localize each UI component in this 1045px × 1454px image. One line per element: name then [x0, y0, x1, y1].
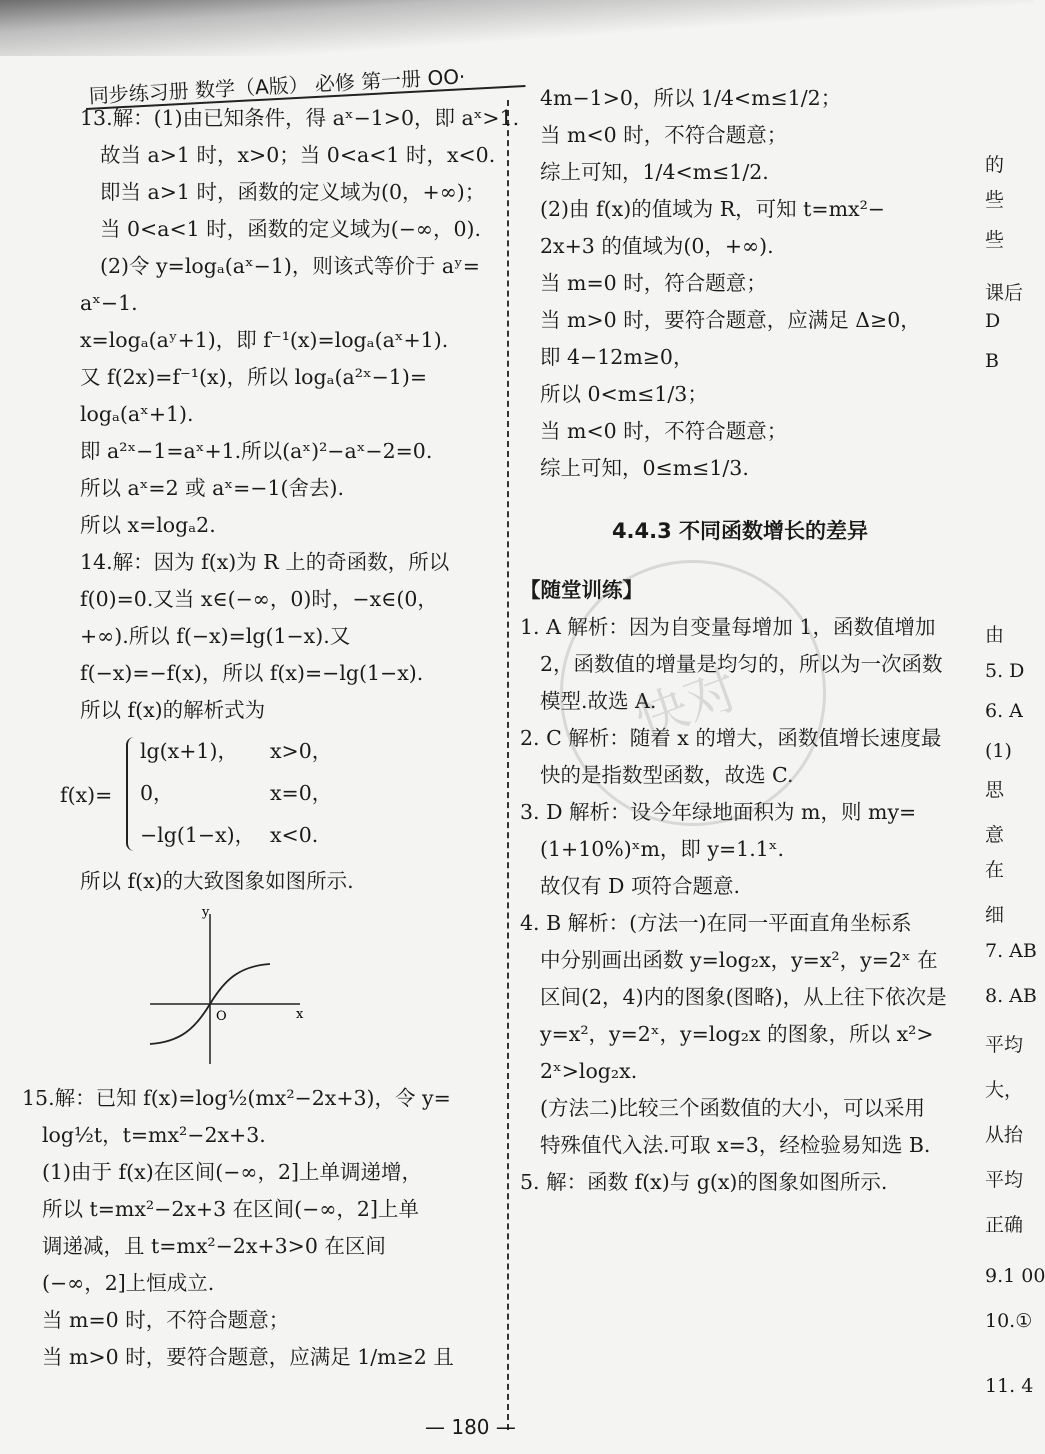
text-line: 15.解：已知 f(x)=log½(mx²−2x+3)，令 y=: [22, 1086, 451, 1110]
answer-line: (方法二)比较三个函数值的大小，可以采用: [540, 1096, 925, 1120]
answer-line: 中分别画出函数 y=log₂x，y=x²，y=2ˣ 在: [540, 948, 938, 972]
piecewise-brace: [126, 737, 138, 851]
answer-line: 2ˣ>log₂x.: [540, 1059, 638, 1083]
strip-fragment: 细: [985, 904, 1005, 926]
answer-line: 3. D 解析：设今年绿地面积为 m，则 my=: [520, 800, 917, 824]
watermark-text: 快对: [627, 659, 747, 752]
answer-line: 4. B 解析：(方法一)在同一平面直角坐标系: [520, 911, 912, 935]
text-line: 14.解：因为 f(x)为 R 上的奇函数，所以: [80, 550, 450, 574]
text-line: 所以 t=mx²−2x+3 在区间(−∞，2]上单: [42, 1197, 419, 1221]
text-line: 当 0<a<1 时，函数的定义域为(−∞，0).: [100, 217, 482, 241]
piecewise-cond-2: x=0，: [270, 781, 333, 805]
page-number: — 180 —: [425, 1415, 516, 1439]
text-line: aˣ−1.: [80, 291, 138, 315]
answer-line: 故仅有 D 项符合题意.: [540, 874, 740, 898]
origin-label: O: [216, 1009, 227, 1024]
page-header: 同步练习册 数学（A版） 必修 第一册 OO·: [88, 64, 466, 108]
left-column: [22, 100, 520, 1376]
piecewise-case-1: lg(x+1)，: [140, 739, 238, 763]
text-line: 综上可知，0≤m≤1/3.: [540, 456, 749, 480]
strip-fragment: 5. D: [985, 660, 1025, 682]
text-line: f(0)=0.又当 x∈(−∞，0)时，−x∈(0，: [80, 587, 438, 611]
answer-line: 模型.故选 A.: [540, 689, 657, 713]
piecewise-function: [60, 733, 500, 857]
text-line: 当 m>0 时，要符合题意，应满足 1/m≥2 且: [42, 1345, 454, 1369]
strip-fragment: 的: [985, 154, 1005, 176]
text-line: 当 m=0 时，不符合题意；: [42, 1308, 290, 1332]
text-line: (2)由 f(x)的值域为 R，可知 t=mx²−: [540, 197, 885, 221]
left-lines: [80, 100, 520, 729]
answer-line: y=x²，y=2ˣ，y=log₂x 的图象，所以 x²>: [540, 1022, 934, 1046]
text-line: x=logₐ(aʸ+1)，即 f⁻¹(x)=logₐ(aˣ+1).: [80, 328, 449, 352]
function-graph: [80, 904, 500, 1074]
strip-fragment: 平均: [985, 1169, 1024, 1191]
strip-fragment: 思: [985, 779, 1005, 801]
section-title: 4.4.3 不同函数增长的差异: [611, 519, 869, 543]
text-line: 4m−1>0，所以 1/4<m≤1/2；: [540, 86, 842, 110]
strip-fragment: 平均: [985, 1034, 1024, 1056]
adjacent-page-strip: [985, 0, 1045, 1454]
piecewise-label: f(x)=: [60, 783, 113, 807]
text-line: 所以 0<m≤1/3；: [540, 382, 708, 406]
answer-line: 2，函数值的增量是均匀的，所以为一次函数: [540, 652, 943, 676]
strip-fragment: 大，: [985, 1079, 1024, 1101]
graph-svg: [150, 904, 350, 1074]
strip-fragment: 些: [985, 229, 1005, 251]
strip-fragment: 正确: [985, 1214, 1024, 1236]
text-line: 综上可知，1/4<m≤1/2.: [540, 160, 769, 184]
answer-line: 特殊值代入法.可取 x=3，经检验易知选 B.: [540, 1133, 931, 1157]
text-line: f(−x)=−f(x)，所以 f(x)=−lg(1−x).: [80, 661, 424, 685]
y-axis-label: y: [202, 905, 210, 920]
strip-fragment: 从抬: [985, 1124, 1024, 1146]
strip-fragment: D: [985, 310, 1001, 332]
piecewise-cond-1: x>0，: [270, 739, 333, 763]
text-line: +∞).所以 f(−x)=lg(1−x).又: [80, 624, 351, 648]
text-line: 所以 aˣ=2 或 aˣ=−1(舍去).: [80, 476, 344, 500]
answer-line: 1. A 解析：因为自变量每增加 1，函数值增加: [520, 615, 936, 639]
answer-line: 区间(2，4)内的图象(图略)，从上往下依次是: [540, 985, 947, 1009]
text-line: (−∞，2]上恒成立.: [42, 1271, 215, 1295]
piecewise-cond-3: x<0.: [270, 823, 319, 847]
text-line: 13.解：(1)由已知条件，得 aˣ−1>0，即 aˣ>1.: [80, 106, 520, 130]
text-line: 即 4−12m≥0，: [540, 345, 694, 369]
scan-shadow: [0, 0, 1034, 56]
text-line: 故当 a>1 时，x>0；当 0<a<1 时，x<0.: [100, 143, 496, 167]
text-line: 所以 f(x)的解析式为: [80, 698, 266, 722]
text-line: 又 f(2x)=f⁻¹(x)，所以 logₐ(a²ˣ−1)=: [80, 365, 428, 389]
strip-fragment: 10.①: [985, 1310, 1033, 1332]
answer-line: 快的是指数型函数，故选 C.: [540, 763, 794, 787]
x-axis-label: x: [296, 1007, 304, 1022]
text-line: logₐ(aˣ+1).: [80, 402, 194, 426]
strip-fragment: 些: [985, 189, 1005, 211]
text-line: 当 m>0 时，要符合题意，应满足 Δ≥0，: [540, 308, 921, 332]
text-line: 调递减，且 t=mx²−2x+3>0 在区间: [42, 1234, 386, 1258]
text-line: log½t，t=mx²−2x+3.: [42, 1123, 266, 1147]
graph-intro: 所以 f(x)的大致图象如图所示.: [80, 869, 354, 893]
strip-fragment: 意: [985, 824, 1005, 846]
text-line: 所以 x=logₐ2.: [80, 513, 216, 537]
text-line: 当 m<0 时，不符合题意；: [540, 123, 788, 147]
piecewise-case-2: 0，: [140, 781, 174, 805]
strip-fragment: 7. AB: [985, 940, 1037, 962]
right-lines: [520, 80, 960, 487]
answer-line: 2. C 解析：随着 x 的增大，函数值增长速度最: [520, 726, 942, 750]
strip-fragment: 课后: [985, 282, 1024, 304]
column-divider: [507, 100, 509, 1430]
strip-fragment: B: [985, 350, 999, 372]
practice-label: 【随堂训练】: [520, 578, 643, 602]
text-line: 当 m=0 时，符合题意；: [540, 271, 767, 295]
answer-line: 5. 解：函数 f(x)与 g(x)的图象如图所示.: [520, 1170, 888, 1194]
strip-fragment: 11. 4: [985, 1375, 1034, 1397]
text-line: (2)令 y=logₐ(aˣ−1)，则该式等价于 aʸ=: [100, 254, 480, 278]
strip-fragment: 在: [985, 859, 1005, 881]
answer-line: (1+10%)ˣm，即 y=1.1ˣ.: [540, 837, 784, 861]
strip-fragment: 8. AB: [985, 985, 1037, 1007]
watermark-stamp: [560, 560, 826, 826]
text-line: 2x+3 的值域为(0，+∞).: [540, 234, 774, 258]
strip-fragment: 由: [985, 624, 1005, 646]
text-line: 当 m<0 时，不符合题意；: [540, 419, 788, 443]
piecewise-case-3: −lg(1−x)，: [140, 823, 256, 847]
text-line: 即当 a>1 时，函数的定义域为(0，+∞)；: [100, 180, 486, 204]
strip-fragment: (1): [985, 740, 1012, 762]
strip-fragment: 9.1 00: [985, 1265, 1045, 1287]
left-lines-2: [22, 1080, 500, 1376]
strip-fragment: 6. A: [985, 700, 1023, 722]
text-line: (1)由于 f(x)在区间(−∞，2]上单调递增，: [42, 1160, 422, 1184]
text-line: 即 a²ˣ−1=aˣ+1.所以(aˣ)²−aˣ−2=0.: [80, 439, 433, 463]
